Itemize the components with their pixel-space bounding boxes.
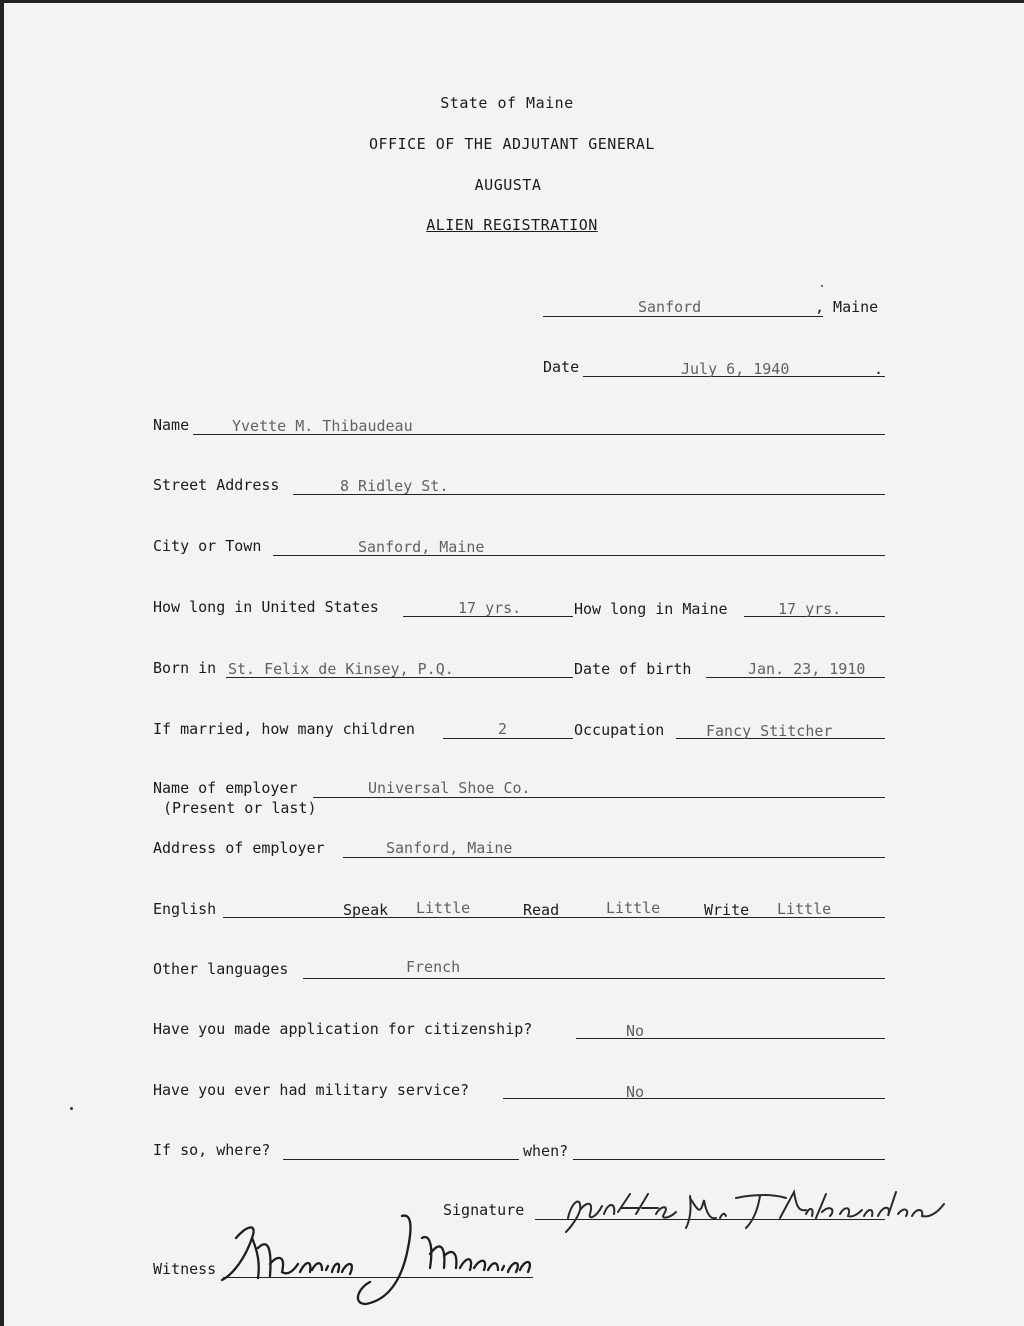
witness-handwriting — [212, 1208, 542, 1313]
city-value: Sanford, Maine — [358, 538, 485, 556]
date-end-period: . — [874, 360, 884, 378]
employer-line — [313, 797, 885, 798]
date-value: July 6, 1940 — [681, 360, 790, 378]
dob-label: Date of birth — [574, 660, 692, 678]
military-label: Have you ever had military service? — [153, 1081, 470, 1099]
speak-label: Speak — [343, 901, 389, 919]
write-label: Write — [704, 901, 750, 919]
date-label: Date — [543, 358, 580, 376]
street-value: 8 Ridley St. — [340, 477, 449, 495]
state-heading: State of Maine — [440, 94, 574, 112]
employer-address-label: Address of employer — [153, 839, 325, 857]
military-line — [503, 1098, 885, 1099]
speak-value: Little — [416, 899, 471, 917]
signature-label: Signature — [443, 1201, 525, 1219]
us-duration-value: 17 yrs. — [458, 599, 522, 617]
signature-handwriting — [560, 1188, 950, 1234]
city-label: City or Town — [153, 537, 262, 555]
employer-address-value: Sanford, Maine — [386, 839, 513, 857]
occupation-label: Occupation — [574, 721, 665, 739]
write-value: Little — [777, 900, 832, 918]
top-scan-border — [0, 0, 1024, 3]
where-line — [283, 1159, 519, 1160]
us-duration-label: How long in United States — [153, 598, 379, 616]
name-label: Name — [153, 416, 190, 434]
place-line — [543, 316, 823, 317]
citizenship-label: Have you made application for citizenship? — [153, 1020, 533, 1038]
scan-speck — [70, 1107, 73, 1110]
employer-label: Name of employer — [153, 779, 298, 797]
place-town-value: Sanford — [638, 298, 702, 316]
children-label: If married, how many children — [153, 720, 415, 738]
citizenship-value: No — [626, 1022, 645, 1040]
read-label: Read — [523, 901, 560, 919]
when-label: when? — [523, 1142, 569, 1160]
other-languages-line — [303, 978, 885, 979]
office-heading: OFFICE OF THE ADJUTANT GENERAL — [369, 135, 655, 153]
birthplace-value: St. Felix de Kinsey, P.Q. — [228, 660, 454, 678]
children-line — [443, 738, 573, 739]
military-value: No — [626, 1083, 645, 1101]
maine-duration-label: How long in Maine — [574, 600, 728, 618]
witness-label: Witness — [153, 1260, 217, 1278]
other-languages-label: Other languages — [153, 960, 289, 978]
when-line — [573, 1159, 885, 1160]
employer-value: Universal Shoe Co. — [368, 779, 531, 797]
birthplace-label: Born in — [153, 659, 217, 677]
form-title: ALIEN REGISTRATION — [426, 216, 598, 234]
employer-address-line — [343, 857, 885, 858]
street-label: Street Address — [153, 476, 280, 494]
children-value: 2 — [498, 720, 508, 738]
other-languages-value: French — [406, 958, 461, 976]
where-label: If so, where? — [153, 1141, 271, 1159]
name-value: Yvette M. Thibaudeau — [232, 417, 413, 435]
city-heading: AUGUSTA — [474, 176, 542, 194]
read-value: Little — [606, 899, 661, 917]
scan-speck — [821, 285, 823, 287]
citizenship-line — [576, 1038, 885, 1039]
maine-duration-value: 17 yrs. — [778, 600, 842, 618]
dob-value: Jan. 23, 1910 — [748, 660, 866, 678]
place-state-suffix: , Maine — [815, 298, 879, 316]
employer-sublabel: (Present or last) — [163, 799, 317, 817]
occupation-value: Fancy Stitcher — [706, 722, 833, 740]
english-label: English — [153, 900, 217, 918]
left-scan-border — [0, 0, 4, 1326]
